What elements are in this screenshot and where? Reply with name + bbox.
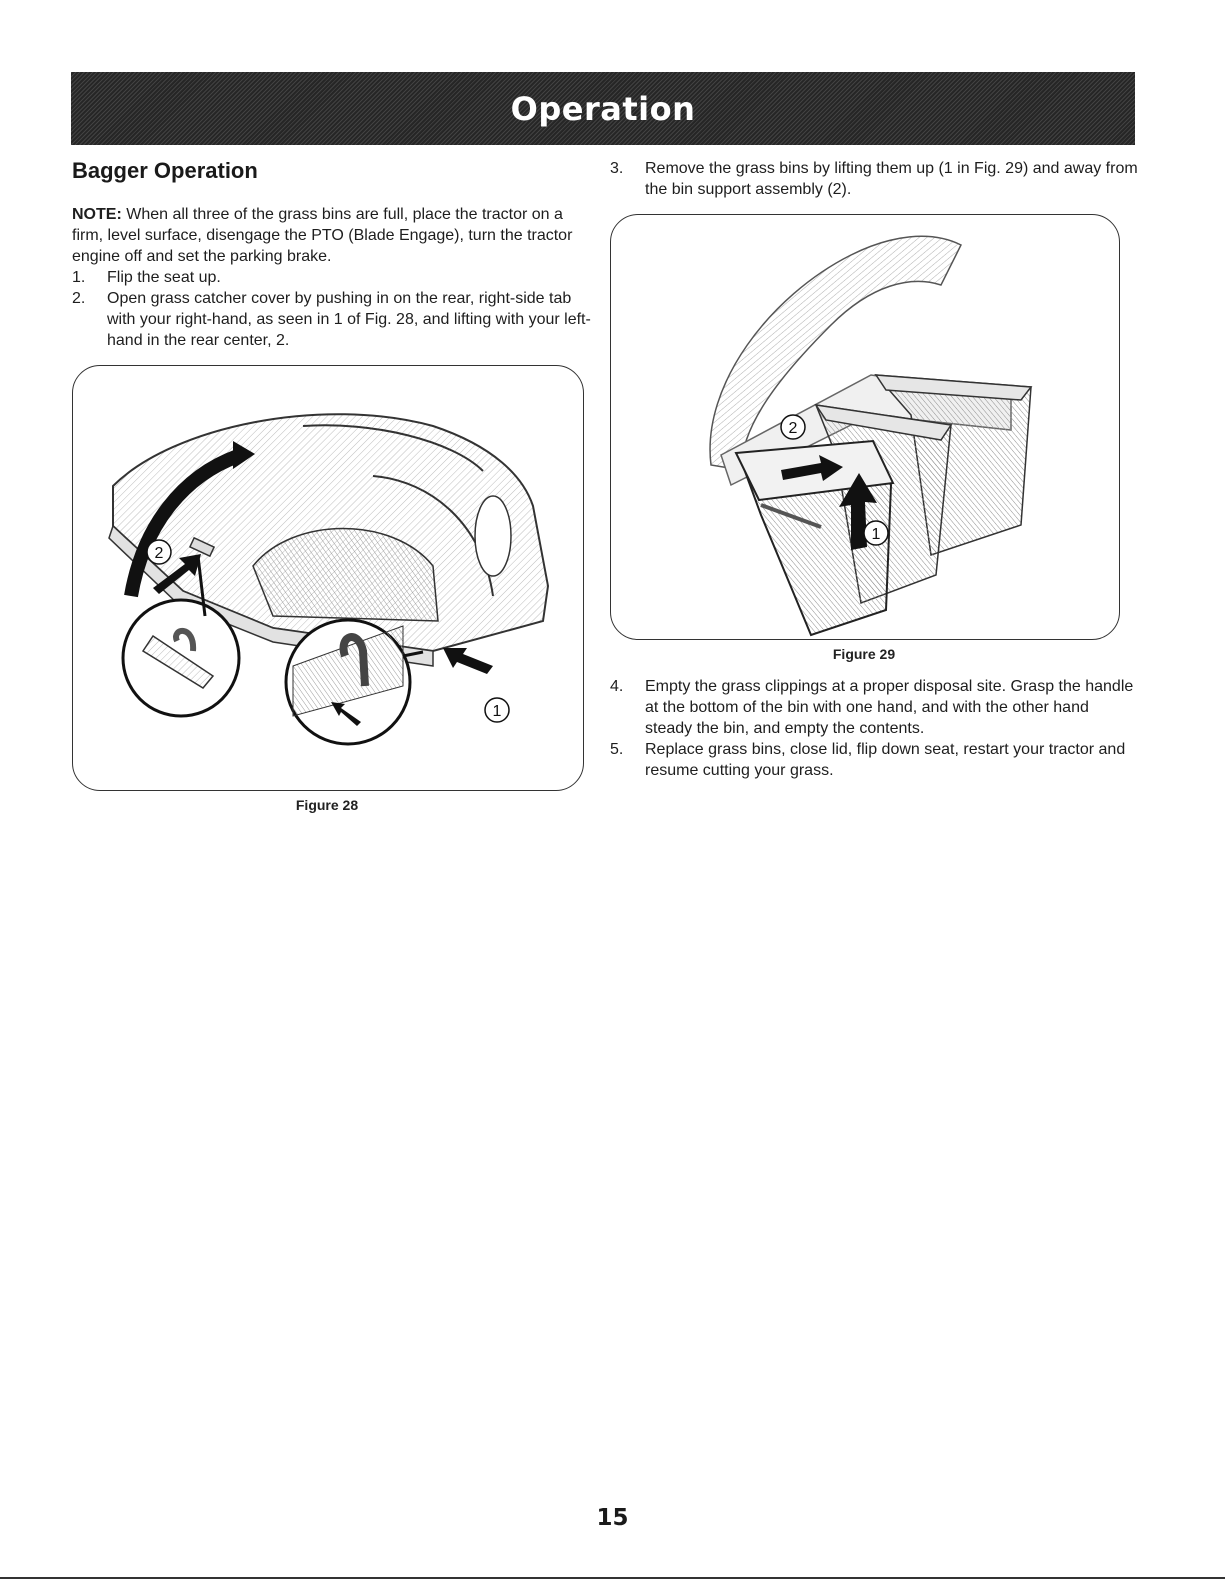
- right-column: [610, 158, 1138, 781]
- step-number: 1.: [72, 269, 86, 286]
- section-title: Operation: [510, 89, 696, 128]
- step-text: Empty the grass clippings at a proper disposal site. Grasp the handle at the bottom of the bin with one hand, and with the other hand steady the bin, and empty the contents.: [645, 678, 1134, 737]
- step-number: 3.: [610, 160, 624, 177]
- step-number: 5.: [610, 741, 624, 758]
- note-label: NOTE:: [72, 206, 122, 223]
- note-text: When all three of the grass bins are full, place the tractor on a firm, level surface, disengage the PTO (Blade Engage), turn the tractor engine off and set the parking brake.: [72, 206, 573, 265]
- callout-1-label: 1: [492, 703, 502, 720]
- bottom-rule: [0, 1577, 1225, 1579]
- page-number: 15: [596, 1505, 629, 1531]
- step-text: Replace grass bins, close lid, flip down seat, restart your tractor and resume cutting your grass.: [645, 741, 1126, 779]
- figure-29-caption: Figure 29: [832, 646, 896, 662]
- figure-28-caption: Figure 28: [295, 797, 359, 813]
- step-2: [72, 288, 592, 351]
- step-4: [610, 676, 1138, 739]
- step-text: Open grass catcher cover by pushing in on the rear, right-side tab with your right-hand, as seen in 1 of Fig. 28, and lifting with your left-hand in the rear center, 2.: [107, 290, 591, 349]
- step-number: 2.: [72, 290, 86, 307]
- callout-2-label: 2: [788, 420, 798, 437]
- figure-29-box: [610, 214, 1120, 640]
- left-column: [72, 158, 592, 813]
- step-text: Remove the grass bins by lifting them up (1 in Fig. 29) and away from the bin support assembly (2).: [645, 160, 1138, 198]
- step-3: [610, 158, 1138, 200]
- grass-bins-illustration: [611, 215, 1119, 639]
- callout-2-label: 2: [154, 545, 164, 562]
- note-paragraph: [72, 204, 592, 267]
- step-5: [610, 739, 1138, 781]
- step-number: 4.: [610, 678, 624, 695]
- section-banner: [71, 72, 1135, 145]
- bagger-operation-heading: Bagger Operation: [72, 158, 258, 183]
- callout-1-label: 1: [871, 526, 881, 543]
- step-text: Flip the seat up.: [107, 269, 221, 286]
- figure-28-box: [72, 365, 584, 791]
- step-1: [72, 267, 592, 288]
- grass-catcher-cover-illustration: [73, 366, 583, 790]
